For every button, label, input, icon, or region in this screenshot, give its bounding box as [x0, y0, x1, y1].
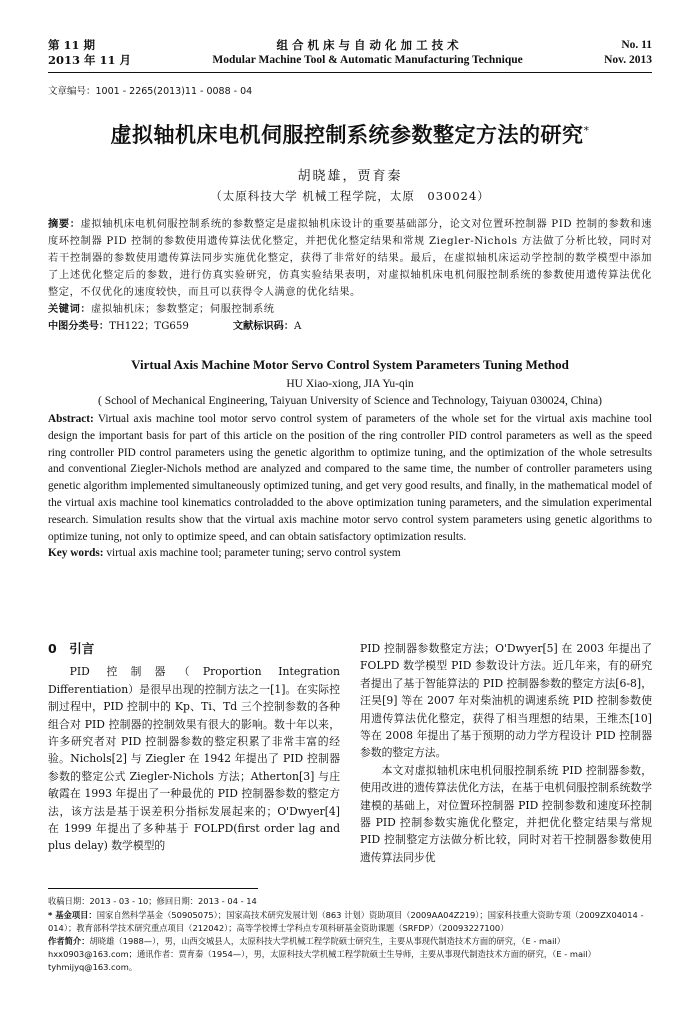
- paper-title: [48, 119, 652, 149]
- body-columns: [48, 640, 652, 866]
- right-column: [360, 640, 652, 866]
- intro-paragraph-2: 本文对虚拟轴机床电机伺服控制系统 PID 控制器参数，使用改进的遗传算法优化方法，在基于电机伺服控制系统数学建模的基础上，对位置环控制器 PID 控制参数和速度环控制器 PID 控制参数实施优化整定，并把优化整定结果与常规 PID 控制整定方法做分析比较，同时对若干控制器参数使用遗传算法同步优: [360, 763, 652, 864]
- author-text: 胡晓雄（1988—），男，山西交城县人，太原科技大学机械工程学院硕士研究生，主要从事现代制造技术方面的研究，（E - mail）hxx0903@163.com；通讯作者：贾育秦（1954—），男，太原科技大学机械工程学院硕士生导师，主要从事现代制造技术方面的研究，（E - mail）tyhmijyq@163.com。: [48, 936, 596, 972]
- article-number: 文章编号：1001 - 2265(2013)11 - 0088 - 04: [48, 86, 253, 97]
- issue-cn: 第 11 期: [48, 38, 96, 52]
- doc-code: [233, 318, 301, 335]
- keywords-en: [48, 545, 652, 562]
- english-authors: HU Xiao-xiong, JIA Yu-qin: [286, 378, 414, 390]
- title-mark: *: [583, 124, 590, 137]
- paper-page: [48, 38, 652, 562]
- classification: [48, 318, 652, 335]
- section-heading: 0 引言: [48, 641, 95, 656]
- abstract-cn-label: 摘要：: [48, 219, 81, 230]
- running-header: [48, 38, 652, 68]
- clc-code: [48, 318, 189, 335]
- abstract-en-label: Abstract:: [48, 413, 94, 425]
- authors: 胡晓雄，贾育秦: [297, 169, 403, 184]
- received-date: 收稿日期：2013 - 03 - 10；修回日期：2013 - 04 - 14: [48, 896, 257, 906]
- issue-en: No. 11: [621, 39, 652, 51]
- date-cn: 2013 年 11 月: [48, 53, 132, 67]
- left-column: [48, 640, 340, 866]
- footnotes: [48, 888, 652, 975]
- fund-note: [48, 909, 652, 935]
- english-affiliation: ( School of Mechanical Engineering, Taiyuan University of Science and Technology, Taiyuan 030024, China): [98, 395, 602, 407]
- keywords-cn-text: 虚拟轴机床；参数整定；伺服控制系统: [91, 304, 275, 315]
- journal-name-en: Modular Machine Tool & Automatic Manufacturing Technique: [212, 54, 523, 66]
- keywords-cn: [48, 301, 652, 318]
- abstract-en-text: Virtual axis machine tool motor servo control system of parameters of the whole set for the virtual axis machine tool design the important basis for part of this article on the position of the ring controller PID control parameters as well as the speed ring controller PID control parameters using the genetic algorithm to optimize tuning, and the optimization of the whole setresults and conventional Ziegler-Nichols method are analyzed and compared to the same time, the number of controller parameters using genetic algorithm implemented simultaneously optimized tuning, and get very good results, and finally, in the mathematical model of the virtual axis machine tool kinematics controladded to the above optimization tuning parameters, and the simulation experimental research. Simulation results show that the virtual axis machine motor servo control system parameters using genetic algorithms to optimize tuning, not only to optimize speed, and can obtain satisfactory optimization results.: [48, 413, 653, 543]
- author-label: 作者简介：: [48, 936, 90, 947]
- title-text: 虚拟轴机床电机伺服控制系统参数整定方法的研究: [110, 123, 584, 147]
- keywords-en-text: virtual axis machine tool; parameter tuning; servo control system: [106, 547, 401, 560]
- abstract-en: [48, 411, 652, 545]
- fund-text: 国家自然科学基金（50905075）；国家高技术研究发展计划（863 计划）资助项目（2009AA04Z219）；国家科技重大资助专项（2009ZX04014 - 014）；教育部科学技术研究重点项目（212042）；高等学校博士学科点专项科研基金资助课题（SRFDP）（20093227100）: [48, 909, 644, 933]
- abstract-cn: [48, 216, 652, 301]
- doc-code-label: 文献标识码：: [232, 321, 294, 332]
- header-center: [131, 38, 604, 68]
- english-title: Virtual Axis Machine Motor Servo Control System Parameters Tuning Method: [131, 357, 569, 372]
- intro-paragraph-1: PID 控制器（Proportion Integration Differentiation）是很早出现的控制方法之一[1]。在实际控制过程中，PID 控制中的 Kp、Ti、Td 三个控制参数的各种组合对 PID 控制器的控制效果有很大的影响。数十年以来，许多研究者对 PID 控制器参数的整定积累了非常丰富的经验。Nichols[2] 与 Ziegler 在 1942 年提出了 PID 控制器参数的整定公式 Ziegler-Nichols 方法；Atherton[3] 与庄敏霞在 1993 年提出了一种最优的 PID 控制器参数的整定方法，该方法是基于误差积分指标发展起来的；O'Dwyer[4] 在 1999 年提出了多种基于 FOLPD(first order lag and plus delay) 数学模型的: [48, 665, 340, 853]
- keywords-cn-label: 关键词：: [48, 304, 92, 315]
- date-en: Nov. 2013: [604, 54, 652, 66]
- affiliation: （太原科技大学 机械工程学院，太原 030024）: [210, 189, 490, 203]
- abstract-cn-text: 虚拟轴机床电机伺服控制系统的参数整定是虚拟轴机床设计的重要基础部分，论文对位置环控制器 PID 控制的参数和速度环控制器 PID 控制的参数使用遗传算法优化整定，并把优化整定结果和常规 Ziegler-Nichols 方法做了分析比较，同时对若干控制器的参数使用遗传算法同步实施优化整定，获得了非常好的结果。最后，在虚拟轴机床运动学控制的数学模型中添加了上述优化整定后的参数，进行仿真实验研究，仿真实验结果表明，对虚拟轴机床电机伺服控制系统的参数使用遗传算法优化整定，不仅优化的速度较快，而且可以获得令人满意的优化结果。: [48, 219, 652, 298]
- intro-paragraph-1-cont: PID 控制器参数整定方法；O'Dwyer[5] 在 2003 年提出了 FOLPD 数学模型 PID 参数设计方法。近几年来，有的研究者提出了基于智能算法的 PID 控制器参数的整定方法[6-8]，汪昊[9] 等在 2007 年对柴油机的调速系统 PID 控制参数使用遗传算法优化整定，获得了相当理想的结果，王维杰[10] 等在 2008 年提出了基于预期的动力学方程设计 PID 控制器参数的整定方法。: [360, 642, 652, 760]
- clc-label: 中图分类号：: [48, 321, 110, 332]
- clc-value: TH122；TG659: [109, 321, 189, 332]
- keywords-en-label: Key words:: [48, 547, 104, 560]
- header-left: [48, 38, 131, 68]
- author-note: [48, 935, 652, 973]
- header-right: [604, 38, 652, 68]
- footnote-rule: [48, 888, 258, 889]
- journal-name-cn: 组 合 机 床 与 自 动 化 加 工 技 术: [276, 38, 459, 52]
- doc-code-value: A: [293, 321, 302, 332]
- header-rule: [48, 72, 652, 73]
- fund-label: * 基金项目：: [48, 909, 97, 920]
